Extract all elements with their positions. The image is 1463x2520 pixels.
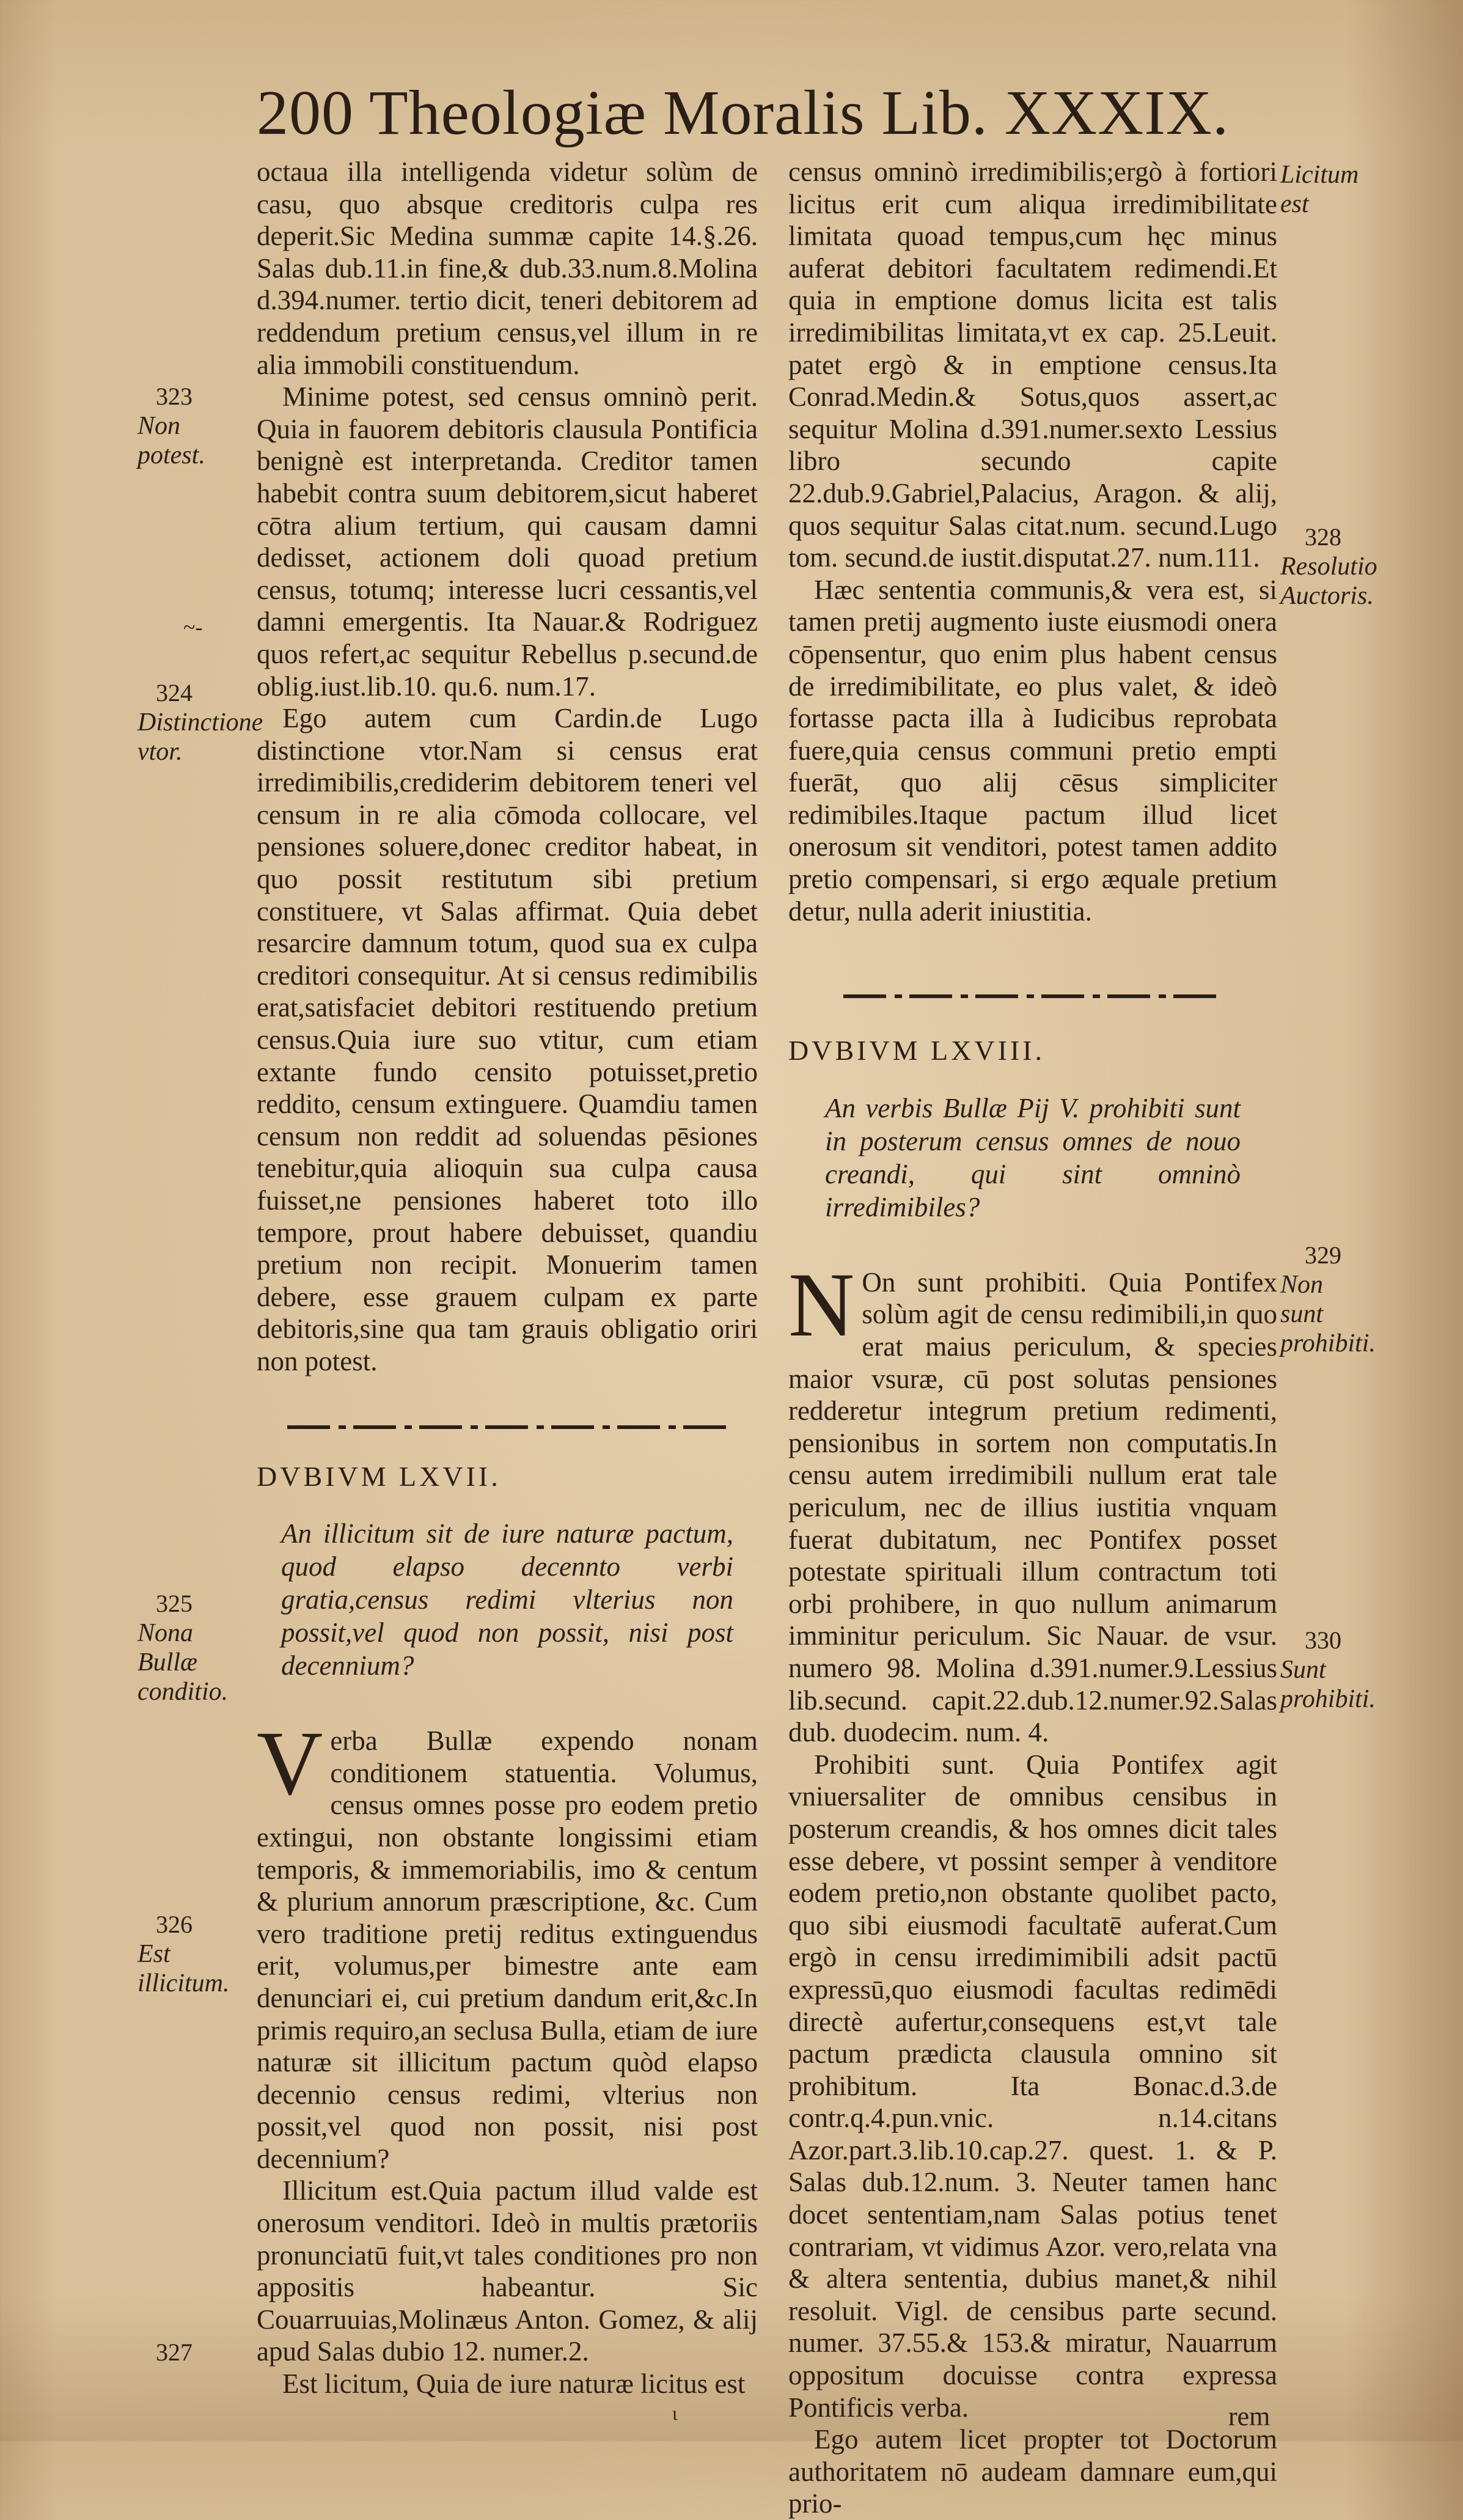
right-column [788, 156, 1277, 2520]
margin-note: 324 Distinctione vtor. [138, 679, 263, 766]
left-column [257, 156, 758, 2400]
paragraph [257, 1713, 758, 2175]
margin-note: 328 Resolutio Auctoris. [1280, 523, 1377, 610]
margin-note: 326 Est illicitum. [138, 1911, 230, 1997]
section-question: An verbis Bullæ Pij V. prohibiti sunt in posterum census omnes de nouo creandi, qui sint omninò irredimibiles? [825, 1092, 1241, 1222]
paragraph: Hæc sententia communis,& vera est, si tamen pretij augmento iuste eiusmodi onera cōpensentur, quo enim plus habent census de irredimibilitate, eo plus valet, & ideò fortasse pacta illa à Iudicibus reprobata fuere,quia census communi pretio empti fuerāt, quo alij cēsus simpliciter redimibiles.Itaque pactum illud licet onerosum sit venditori, potest tamen addito pretio compensari, si ergo æquale pretium detur, nulla aderit iniustitia. [788, 574, 1277, 927]
paragraph-text: On sunt prohibiti. Quia Pontifex solùm agit de censu redimibili,in quo erat maius periculum, & species maior vsuræ, cū post solutas pensiones redderetur integrum pretium redimenti, pensionibus in sortem non computatis.In censu autem irredimibili nullum erat tale periculum, nec de illius iustitia vnquam fuerat dubitatum, nec Pontifex posset potestate spirituali illum contractum toti orbi prohibere, in quo nullum animarum imminitur periculum. Sic Nauar. de vsur. numero 98. Molina d.391.numer.9.Lessius lib.secund. capit.22.dub.12.numer.92.Salas dub. duodecim. num. 4. [788, 1266, 1277, 1748]
paragraph: Ego autem licet propter tot Doctorum authoritatem nō audeam damnare eum,qui prio- [788, 2424, 1277, 2519]
running-header: 200 Theologiæ Moralis Lib. XXXIX. [257, 78, 1229, 148]
section-heading: DVBIVM LXVII. [257, 1460, 501, 1492]
paragraph: Illicitum est.Quia pactum illud valde est onerosum venditori. Ideò in multis prætoriis pronunciatū fuit,vt tales conditiones pro non appositis habeantur. Sic Couarruuias,Molinæus Anton. Gomez, & alij apud Salas dubio 12. numer.2. [257, 2175, 758, 2367]
marginal-mark: ~- [183, 615, 203, 639]
drop-cap: N [788, 1254, 855, 1356]
paragraph [788, 1254, 1277, 1749]
section-heading: DVBIVM LXVIII. [788, 1035, 1046, 1067]
margin-note: 323 Non potest. [138, 383, 205, 469]
paragraph: Ego autem cum Cardin.de Lugo distinctione vtor.Nam si census erat irredimibilis,crediderim debitorem teneri vel censum in re alia cōmoda collocare, vel pensiones soluere,donec creditor habeat, in quo possit restitutum sibi pretium constituere, vt Salas affirmat. Quia debet resarcire damnum totum, quod sua ex culpa creditori consequitur. At si census redimibilis erat,satisfaciet debitori restituendo pretium census.Quia iure suo vtitur, cum etiam extante fundo censito potuisset,pretio reddito, censum extinguere. Quamdiu tamen censum non reddit ad soluendas pēsiones tenebitur,quia alioquin sua culpa causa fuisset,ne pensiones haberet toto illo tempore, prout habere debuisset, quandiu pretium non recipit. Monuerim tamen debere, esse grauem culpam ex parte debitoris,sine qua tam grauis obligatio oriri non potest. [257, 703, 758, 1376]
drop-cap: V [257, 1713, 323, 1815]
paragraph: octaua illa intelligenda videtur solùm de casu, quo absque creditoris culpa res deperit.Sic Medina summæ capite 14.§.26. Salas dub.11.in fine,& dub.33.num.8.Molina d.394.numer. tertio dicit, teneri debitorem ad reddendum pretium census,vel illum in re alia immobili constituendum. [257, 156, 758, 380]
paragraph: Est licitum, Quia de iure naturæ licitus est [282, 2368, 746, 2400]
paragraph: Prohibiti sunt. Quia Pontifex agit vniuersaliter de omnibus censibus in posterum creandis, & hos omnes dicit tales esse debere, vt possint semper à venditore eodem pretio,non obstante quolibet pacto, quo sibi eiusmodi facultatē auferat.Cum ergò in censu irredimimibili adsit pactū expressū,quo eiusmodi facultas redimēdi directè aufertur,consequens est,vt tale pactum prædicta clausula omnino sit prohibitum. Ita Bonac.d.3.de contr.q.4.pun.vnic. n.14.citans Azor.part.3.lib.10.cap.27. quest. 1. & P. Salas dub.12.num. 3. Neuter tamen hanc docet sententiam,nam Salas potius tenet contrariam, vt vidimus Azor. vero,relata vna & altera sententia, dubius manet,& nihil resoluit. Vigl. de censibus parte secund. numer. 37.55.& 153.& miratur, Nauarrum oppositum docuisse contra expressa Pontificis verba. [788, 1749, 1277, 2423]
margin-note: 327 [156, 2338, 193, 2366]
margin-note: 330 Sunt prohibiti. [1280, 1626, 1376, 1713]
paragraph: census omninò irredimibilis;ergò à fortiori licitus erit cum aliqua irredimibilitate limitata quoad tempus,cum hęc minus auferat debitori facultatem redimendi.Et quia in emptione domus licita est talis irredimibilitas limitata,vt ex cap. 25.Leuit. patet ergò & in emptione census.Ita Conrad.Medin.& Sotus,quos assert,ac sequitur Molina d.391.numer.sexto Lessius libro secundo capite 22.dub.9.Gabriel,Palacius, Aragon. & alij, quos sequitur Salas citat.num. secund.Lugo tom. secund.de iustit.disputat.27. num.111. [788, 156, 1277, 573]
margin-note: 325 Nona Bullæ conditio. [138, 1590, 229, 1706]
paragraph: Minime potest, sed census omninò perit. Quia in fauorem debitoris clausula Pontificia benignè est interpretanda. Creditor tamen habebit contra suum debitorem,sicut haberet cōtra alium tertium, qui causam damni dedisset, actionem doli quoad pretium census, totumq; interesse lucri cessantis,vel damni emergentis. Ita Nauar.& Rodriguez quos refert,ac sequitur Rebellus p.secund.de oblig.iust.lib.10. qu.6. num.17. [257, 381, 758, 702]
margin-note: 329 Non sunt prohibiti. [1280, 1241, 1376, 1357]
paragraph-text: erba Bullæ expendo nonam conditionem statuentia. Volumus, census omnes posse pro eodem pretio extingui, non obstante longissimi etiam temporis, & immemoriabilis, imo & centum & plurium annorum præscriptione, &c. Cum vero traditione pretij reditus extinguendus erit, volumus,per bimestre ante eam denunciari ei, cui pretium dandum erit,&c.In primis requiro,an seclusa Bulla, etiam de iure naturæ sit illicitum pactum quòd elapso decennio census redimi, vlterius non possit,vel quod non possit, nisi post decennium? [257, 1725, 758, 2174]
margin-note: Licitum est [1280, 161, 1359, 218]
signature-mark: ι [672, 2402, 678, 2424]
catchword: rem [1228, 2401, 1270, 2431]
section-question: An illicitum sit de iure naturæ pactum, quod elapso decennto verbi gratia,census redimi vlterius non possit,vel quod non possit, nisi post decennium? [281, 1518, 733, 1681]
